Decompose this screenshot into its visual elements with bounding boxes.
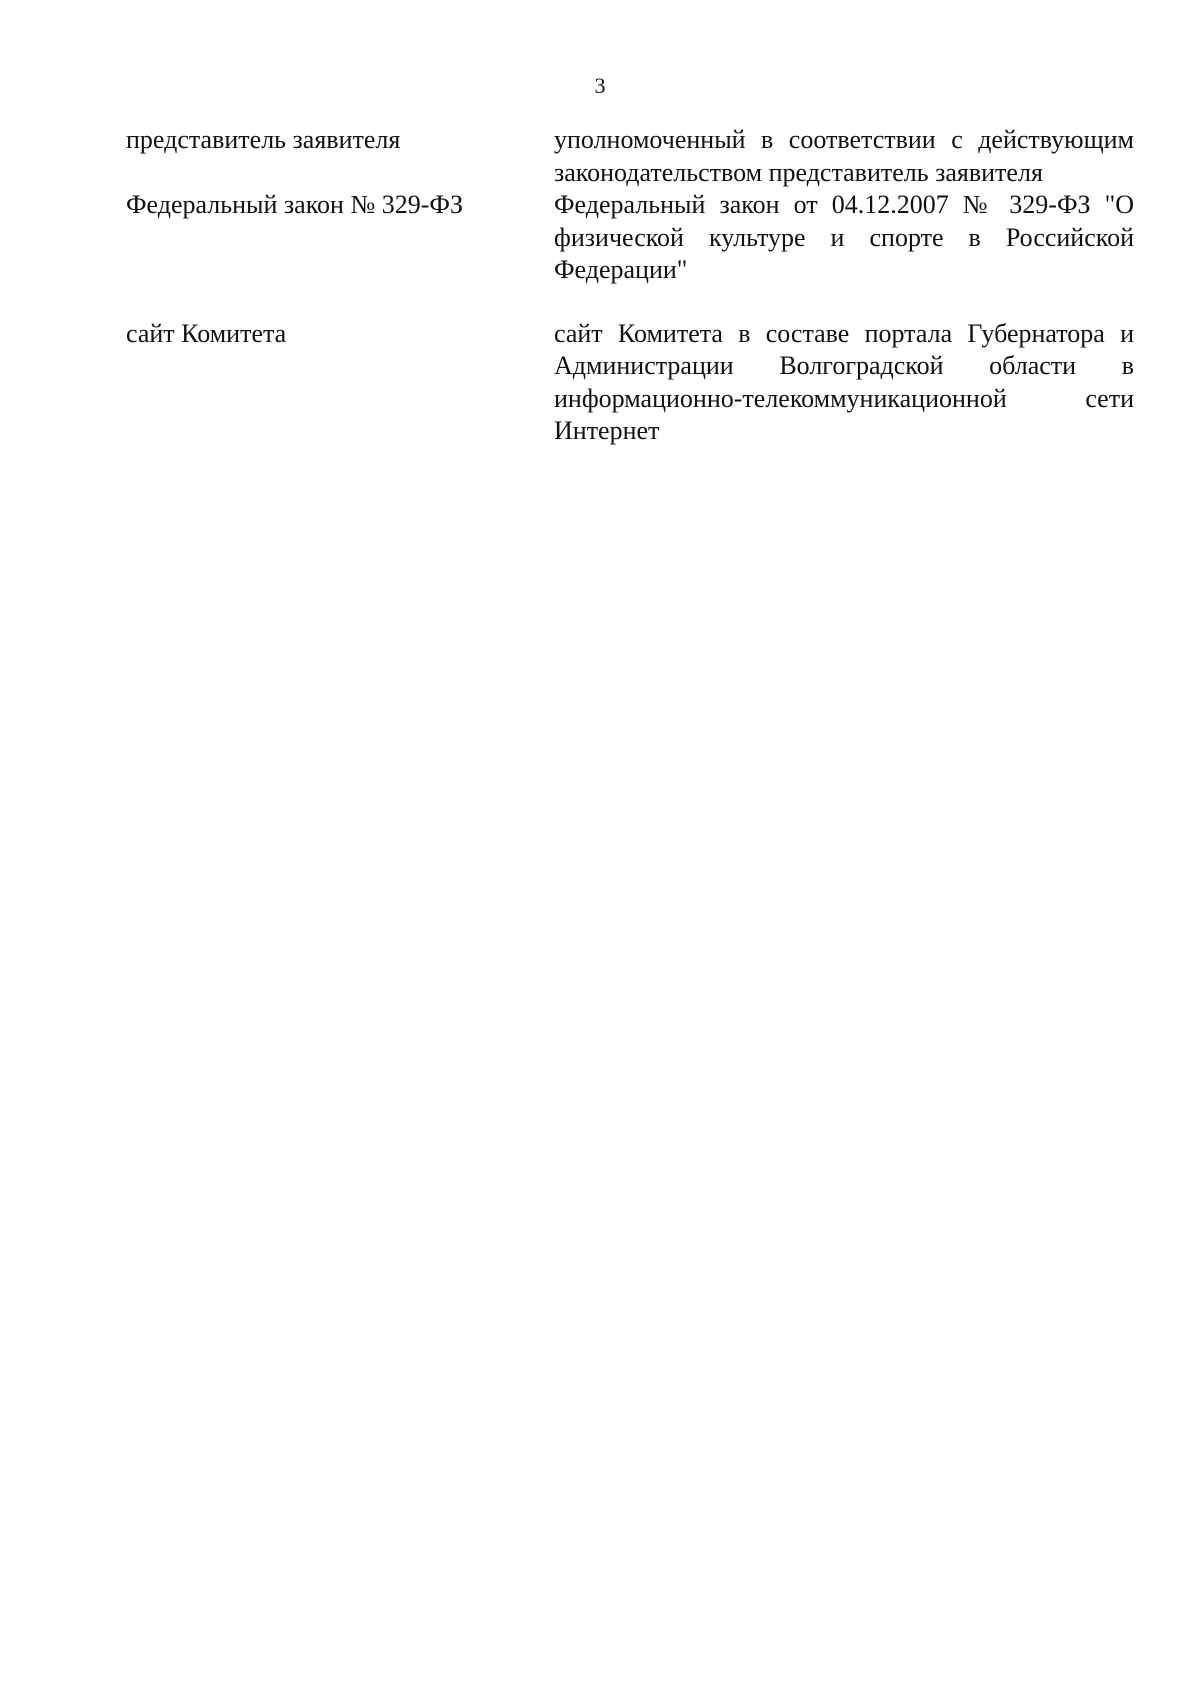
definition-row [126, 318, 1134, 448]
definition-term: представитель заявителя [126, 125, 401, 154]
definition-term: сайт Комитета [126, 318, 287, 348]
definition-description: уполномоченный в соответствии с действующим законодательством представитель заявителя [554, 125, 1134, 187]
definition-description: Федеральный закон от 04.12.2007 № 329-ФЗ "О физической культуре и спорте в Российской Федерации" [554, 190, 1134, 284]
definition-row [126, 189, 1134, 287]
definition-description: сайт Комитета в составе портала Губернатора и Администрации Волгоградской области в информационно-телекоммуникационной сети Интернет [554, 318, 1134, 445]
definition-term: Федеральный закон № 329-ФЗ [126, 190, 463, 219]
definitions-list [126, 124, 1134, 448]
page-number: 3 [594, 73, 606, 98]
definition-row [126, 124, 1134, 189]
